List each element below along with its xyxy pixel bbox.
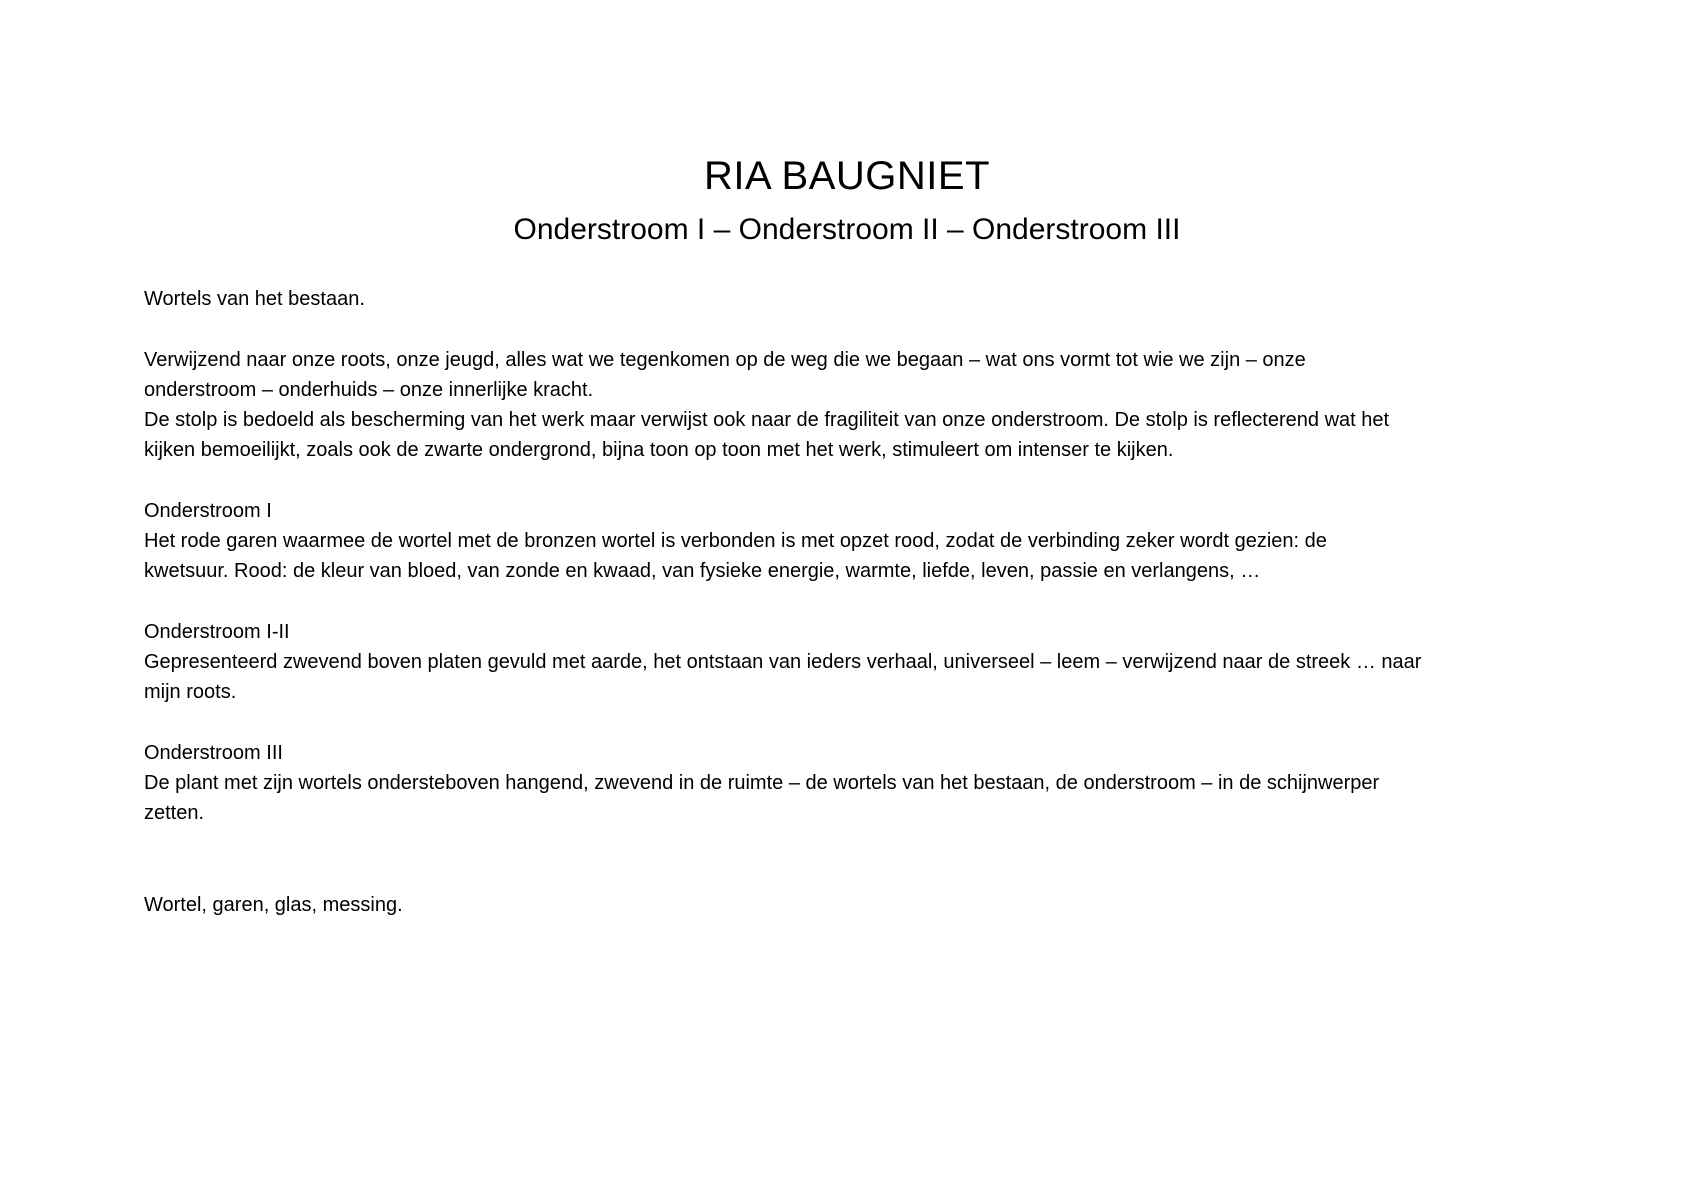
paragraph-line: De stolp is bedoeld als bescherming van het werk maar verwijst ook naar de fragiliteit van onze onderstroom. De stolp is reflecterend wat het bbox=[144, 409, 1390, 431]
section-line: mijn roots. bbox=[144, 681, 237, 703]
section-heading: Onderstroom I bbox=[144, 500, 272, 522]
intro-line: Wortels van het bestaan. bbox=[144, 288, 365, 310]
materials-line: Wortel, garen, glas, messing. bbox=[144, 894, 403, 916]
section-onderstroom-1 bbox=[144, 496, 1564, 586]
paragraph-line: kijken bemoeilijkt, zoals ook de zwarte ondergrond, bijna toon op toon met het werk, stimuleert om intenser te kijken. bbox=[144, 439, 1174, 461]
paragraph-line: onderstroom – onderhuids – onze innerlijke kracht. bbox=[144, 379, 594, 401]
section-line: Het rode garen waarmee de wortel met de bronzen wortel is verbonden is met opzet rood, zodat de verbinding zeker wordt gezien: de bbox=[144, 530, 1327, 552]
section-onderstroom-1-2 bbox=[144, 617, 1564, 707]
section-heading: Onderstroom III bbox=[144, 742, 283, 764]
materials-text bbox=[144, 890, 1564, 920]
page-subtitle: Onderstroom I – Onderstroom II – Onderstroom III bbox=[513, 213, 1181, 246]
description-paragraph bbox=[144, 345, 1564, 465]
section-line: Gepresenteerd zwevend boven platen gevuld met aarde, het ontstaan van ieders verhaal, universeel – leem – verwijzend naar de streek … naar bbox=[144, 651, 1422, 673]
paragraph-line: Verwijzend naar onze roots, onze jeugd, alles wat we tegenkomen op de weg die we begaan – wat ons vormt tot wie we zijn – onze bbox=[144, 349, 1306, 371]
intro-text bbox=[144, 284, 1564, 314]
section-onderstroom-3 bbox=[144, 738, 1564, 828]
page-title: RIA BAUGNIET bbox=[703, 154, 991, 198]
section-heading: Onderstroom I-II bbox=[144, 621, 290, 643]
section-line: zetten. bbox=[144, 802, 205, 824]
section-line: De plant met zijn wortels ondersteboven hangend, zwevend in de ruimte – de wortels van het bestaan, de onderstroom – in de schijnwerper bbox=[144, 772, 1380, 794]
section-line: kwetsuur. Rood: de kleur van bloed, van zonde en kwaad, van fysieke energie, warmte, liefde, leven, passie en verlangens, … bbox=[144, 560, 1261, 582]
